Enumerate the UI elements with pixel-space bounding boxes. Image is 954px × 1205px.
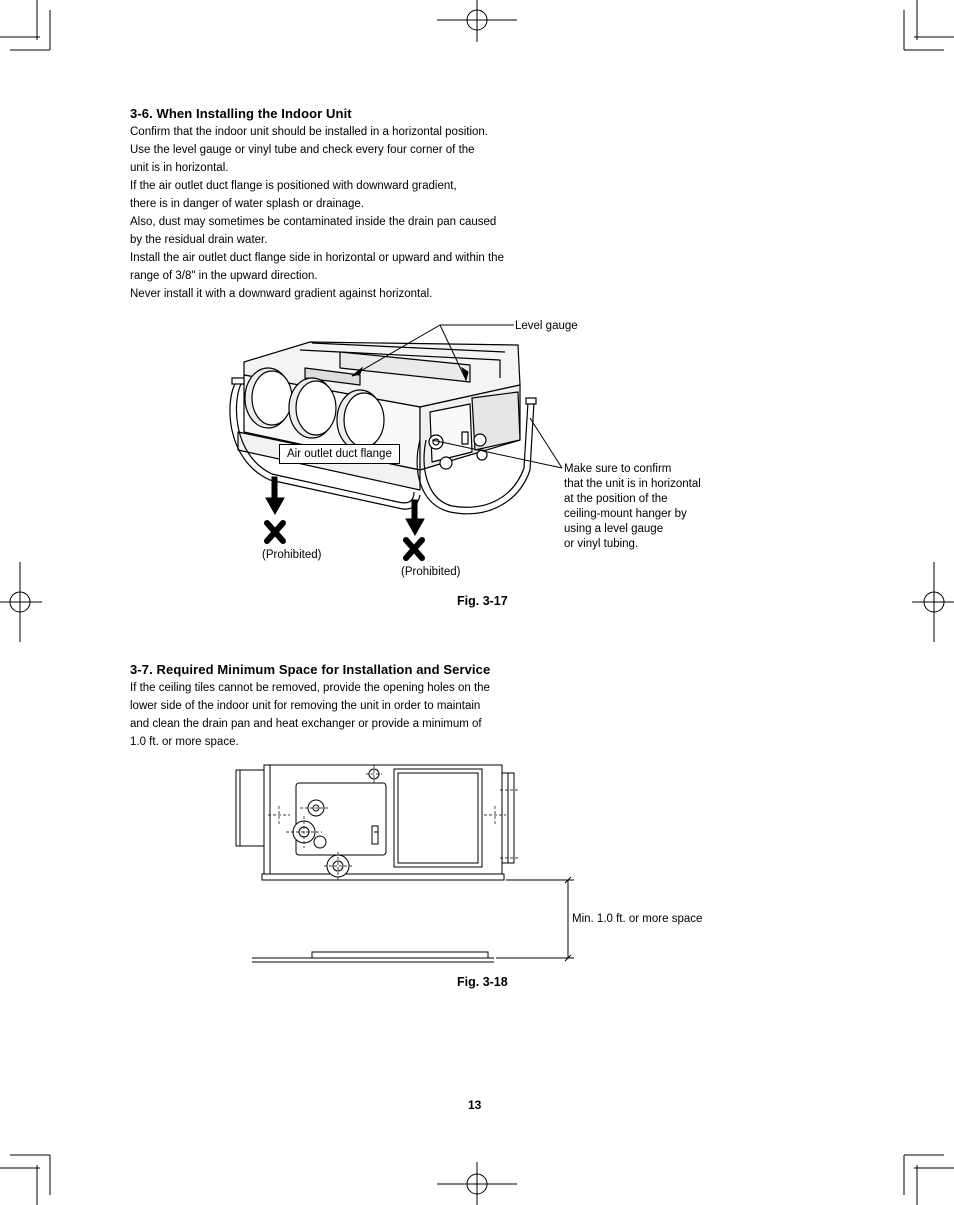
air-outlet-duct-flange-label: Air outlet duct flange <box>279 444 400 464</box>
prohibited-label-left: (Prohibited) <box>262 549 322 561</box>
min-space-label: Min. 1.0 ft. or more space <box>572 913 703 925</box>
body-line: lower side of the indoor unit for removing the unit in order to maintain <box>130 700 481 712</box>
body-line: Confirm that the indoor unit should be installed in a horizontal position. <box>130 126 488 138</box>
body-line: 1.0 ft. or more space. <box>130 736 239 748</box>
body-line: If the ceiling tiles cannot be removed, provide the opening holes on the <box>130 682 490 694</box>
body-line: and clean the drain pan and heat exchanger or provide a minimum of <box>130 718 482 730</box>
body-line: range of 3/8" in the upward direction. <box>130 270 318 282</box>
figure-3-17-caption: Fig. 3-17 <box>457 594 508 608</box>
section-3-7-title: 3-7. Required Minimum Space for Installation and Service <box>130 662 491 677</box>
note-line: or vinyl tubing. <box>564 538 639 550</box>
note-line: using a level gauge <box>564 523 664 535</box>
note-line: at the position of the <box>564 493 668 505</box>
level-gauge-label: Level gauge <box>515 320 578 332</box>
note-line: Make sure to confirm <box>564 463 672 475</box>
body-line: Install the air outlet duct flange side in horizontal or upward and within the <box>130 252 504 264</box>
body-line: by the residual drain water. <box>130 234 268 246</box>
prohibited-label-right: (Prohibited) <box>401 566 461 578</box>
figure-3-18-caption: Fig. 3-18 <box>457 975 508 989</box>
note-line: ceiling-mount hanger by <box>564 508 687 520</box>
body-line: Never install it with a downward gradient against horizontal. <box>130 288 433 300</box>
body-line: If the air outlet duct flange is positioned with downward gradient, <box>130 180 457 192</box>
body-line: unit is in horizontal. <box>130 162 229 174</box>
body-line: there is in danger of water splash or drainage. <box>130 198 364 210</box>
page-number: 13 <box>468 1098 482 1112</box>
body-line: Use the level gauge or vinyl tube and check every four corner of the <box>130 144 475 156</box>
body-line: Also, dust may sometimes be contaminated inside the drain pan caused <box>130 216 497 228</box>
section-3-6-title: 3-6. When Installing the Indoor Unit <box>130 106 352 121</box>
note-line: that the unit is in horizontal <box>564 478 701 490</box>
